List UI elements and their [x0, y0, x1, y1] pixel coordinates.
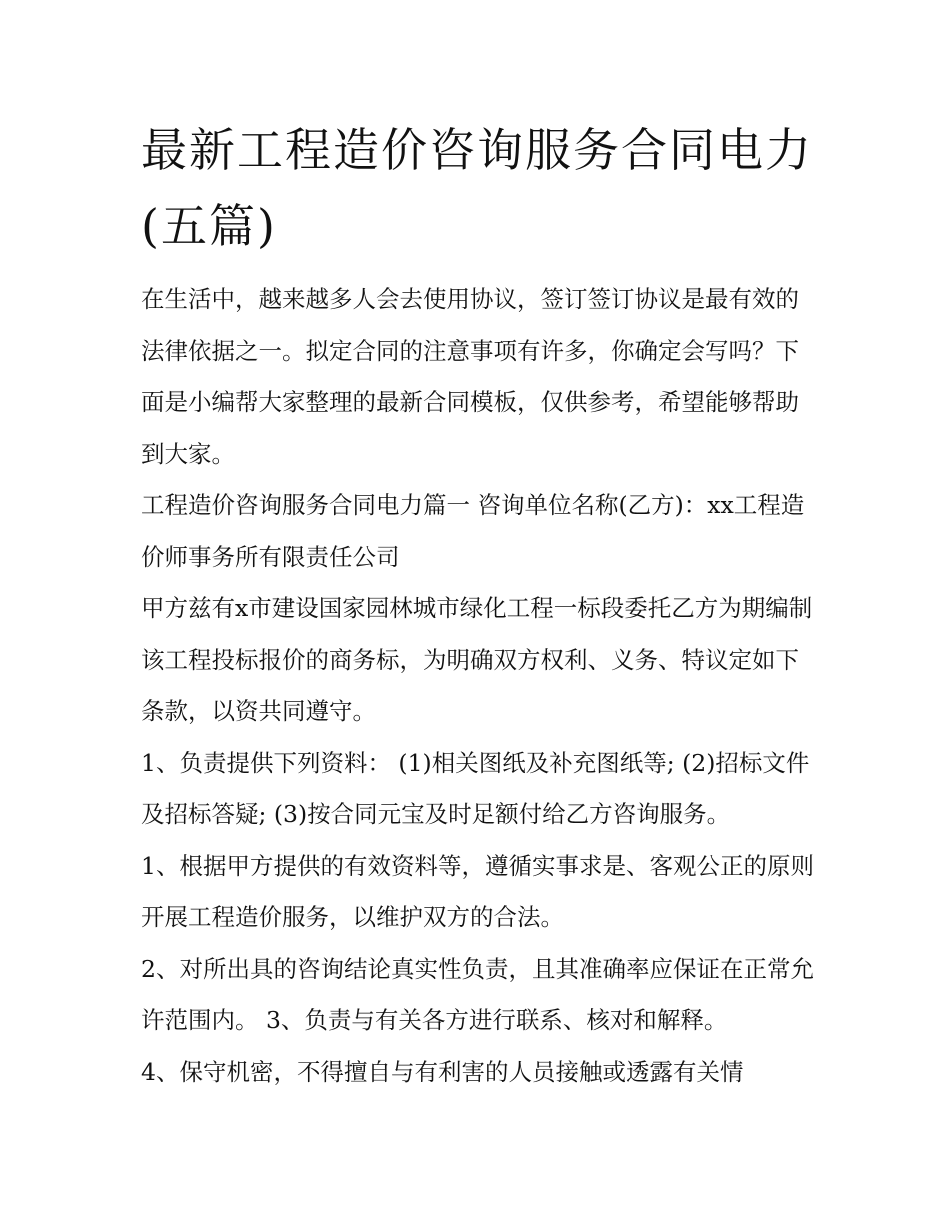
paragraph-party-a-duties: 1、负责提供下列资料： (1)相关图纸及补充图纸等; (2)招标文件及招标答疑; (3)按合同元宝及时足额付给乙方咨询服务。: [141, 748, 810, 828]
document-title: 最新工程造价咨询服务合同电力(五篇): [141, 123, 813, 253]
paragraph-party-b-duty-2-3: 2、对所出具的咨询结论真实性负责，且其准确率应保证在正常允许范围内。 3、负责与有关各方进行联系、核对和解释。: [141, 954, 814, 1034]
document-page: [141, 112, 817, 1098]
paragraph-party-b-duty-1: 1、根据甲方提供的有效资料等，遵循实事求是、客观公正的原则开展工程造价服务，以维护双方的合法。: [141, 851, 814, 931]
paragraph-intro: 在生活中，越来越多人会去使用协议，签订签订协议是最有效的法律依据之一。拟定合同的注意事项有许多，你确定会写吗？下面是小编帮大家整理的最新合同模板，仅供参考，希望能够帮助到大家。: [141, 285, 799, 468]
paragraph-consultant: 工程造价咨询服务合同电力篇一 咨询单位名称(乙方)：xx工程造价师事务所有限责任公司: [141, 491, 805, 571]
paragraph-commission: 甲方兹有x市建设国家园林城市绿化工程一标段委托乙方为期编制该工程投标报价的商务标，为明确双方权利、义务、特议定如下条款，以资共同遵守。: [141, 594, 813, 725]
paragraph-party-b-duty-4: 4、保守机密，不得擅自与有利害的人员接触或透露有关情: [141, 1057, 744, 1086]
